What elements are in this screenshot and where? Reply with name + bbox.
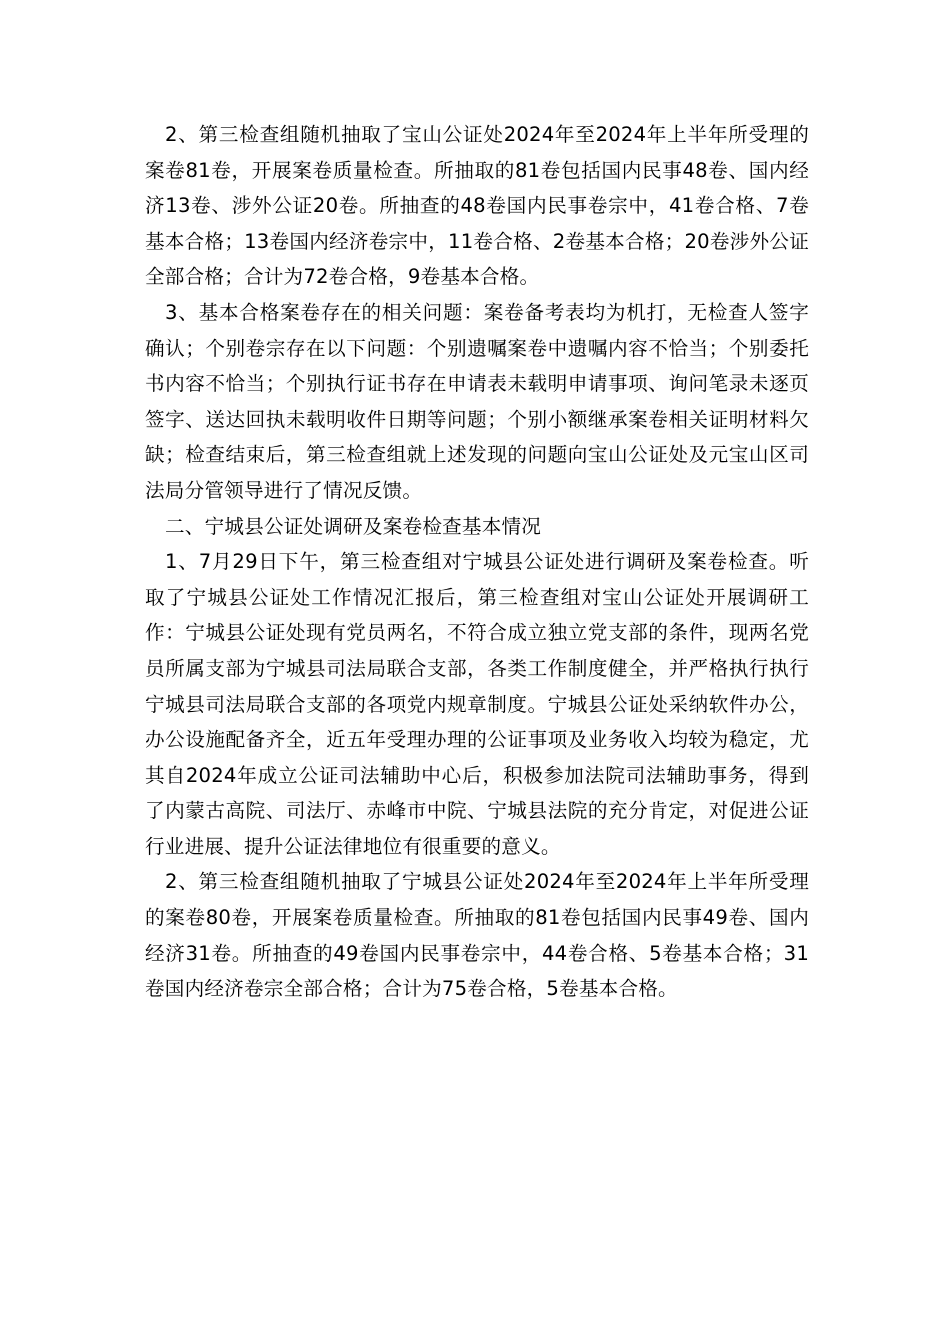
paragraph-baoshan-sampling: 2、第三检查组随机抽取了宝山公证处2024年至2024年上半年所受理的案卷81卷，开展案卷质量检查。所抽取的81卷包括国内民事48卷、国内经济13卷、涉外公证20卷。所抽查的48卷国内民事卷宗中，41卷合格、7卷基本合格；13卷国内经济卷宗中，11卷合格、2卷基本合格；20卷涉外公证全部合格；合计为72卷合格，9卷基本合格。 — [145, 123, 809, 289]
paragraph-ningcheng-research: 1、7月29日下午，第三检查组对宁城县公证处进行调研及案卷检查。听取了宁城县公证处工作情况汇报后，第三检查组对宝山公证处开展调研工作：宁城县公证处现有党员两名，不符合成立独立党支部的条件，现两名党员所属支部为宁城县司法局联合支部，各类工作制度健全，并严格执行执行宁城县司法局联合支部的各项党内规章制度。宁城县公证处采纳软件办公，办公设施配备齐全，近五年受理办理的公证事项及业务收入均较为稳定，尤其自2024年成立公证司法辅助中心后，积极参加法院司法辅助事务，得到了内蒙古高院、司法厅、赤峰市中院、宁城县法院的充分肯定，对促进公证行业进展、提升公证法律地位有很重要的意义。 — [145, 550, 809, 858]
paragraph-ningcheng-sampling: 2、第三检查组随机抽取了宁城县公证处2024年至2024年上半年所受理的案卷80卷，开展案卷质量检查。所抽取的81卷包括国内民事49卷、国内经济31卷。所抽查的49卷国内民事卷宗中，44卷合格、5卷基本合格；31卷国内经济卷宗全部合格；合计为75卷合格，5卷基本合格。 — [145, 870, 809, 1001]
section-heading-ningcheng: 二、宁城县公证处调研及案卷检查基本情况 — [165, 514, 542, 538]
document-body — [145, 117, 809, 1007]
paragraph-baoshan-issues: 3、基本合格案卷存在的相关问题：案卷备考表均为机打，无检查人签字确认；个别卷宗存在以下问题：个别遗嘱案卷中遗嘱内容不恰当；个别委托书内容不恰当；个别执行证书存在申请表未载明申请事项、询问笔录未逐页签字、送达回执未载明收件日期等问题；个别小额继承案卷相关证明材料欠缺；检查结束后，第三检查组就上述发现的问题向宝山公证处及元宝山区司法局分管领导进行了情况反馈。 — [145, 300, 809, 502]
